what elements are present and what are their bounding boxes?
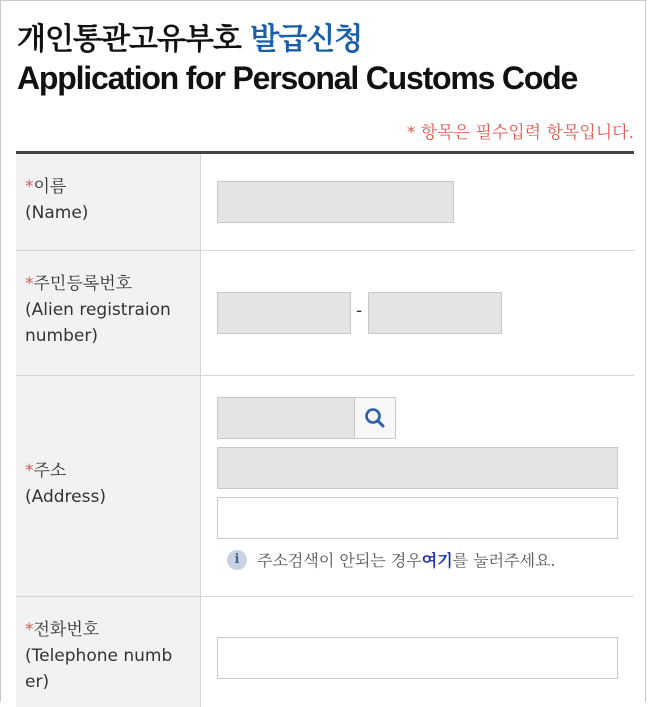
registration-label-cell xyxy=(16,251,201,375)
address-label-cell xyxy=(16,376,201,596)
registration-first-input[interactable] xyxy=(217,292,351,334)
postcode-input[interactable] xyxy=(217,397,355,439)
address-help-link[interactable]: 여기 xyxy=(421,551,453,570)
name-row xyxy=(16,154,634,251)
search-icon xyxy=(364,407,386,429)
required-star: * xyxy=(25,620,34,640)
phone-label-en-2: er) xyxy=(25,672,50,692)
address-search-button[interactable] xyxy=(354,397,396,439)
name-input[interactable] xyxy=(217,181,454,223)
registration-label-en-2: number) xyxy=(25,326,98,346)
required-note: * 항목은 필수입력 항목입니다. xyxy=(406,123,634,143)
page-title-english: Application for Personal Customs Code xyxy=(17,60,578,96)
phone-label-ko: 전화번호 xyxy=(33,620,100,640)
phone-label xyxy=(25,617,195,695)
registration-second-input[interactable] xyxy=(368,292,502,334)
registration-label-en-1: (Alien registraion xyxy=(25,300,171,320)
address-help-suffix: 를 눌러주세요. xyxy=(452,551,556,570)
address-detail-input[interactable] xyxy=(217,497,618,539)
address-main-input[interactable] xyxy=(217,447,618,489)
phone-row xyxy=(16,597,634,707)
phone-label-en-1: (Telephone numb xyxy=(25,646,173,666)
registration-label xyxy=(25,271,195,349)
name-label-en: (Name) xyxy=(25,203,89,223)
phone-input[interactable] xyxy=(217,637,618,679)
registration-separator: - xyxy=(356,301,363,321)
address-label xyxy=(25,458,195,510)
name-label-cell xyxy=(16,154,201,250)
registration-label-ko: 주민등록번호 xyxy=(33,274,133,294)
page-title-korean xyxy=(17,14,362,58)
phone-label-cell xyxy=(16,597,201,707)
address-help-text xyxy=(227,548,556,571)
required-star: * xyxy=(25,177,34,197)
name-label xyxy=(25,174,195,226)
address-help-prefix: 주소검색이 안되는 경우 xyxy=(257,551,422,570)
required-star: * xyxy=(25,274,34,294)
address-label-en: (Address) xyxy=(25,487,106,507)
required-star: * xyxy=(25,461,34,481)
address-label-ko: 주소 xyxy=(33,461,67,481)
info-icon: i xyxy=(227,550,247,570)
title-ko-accent: 발급신청 xyxy=(250,22,363,57)
registration-row xyxy=(16,251,634,376)
name-label-ko: 이름 xyxy=(33,177,67,197)
title-ko-main: 개인통관고유부호 xyxy=(17,22,241,57)
